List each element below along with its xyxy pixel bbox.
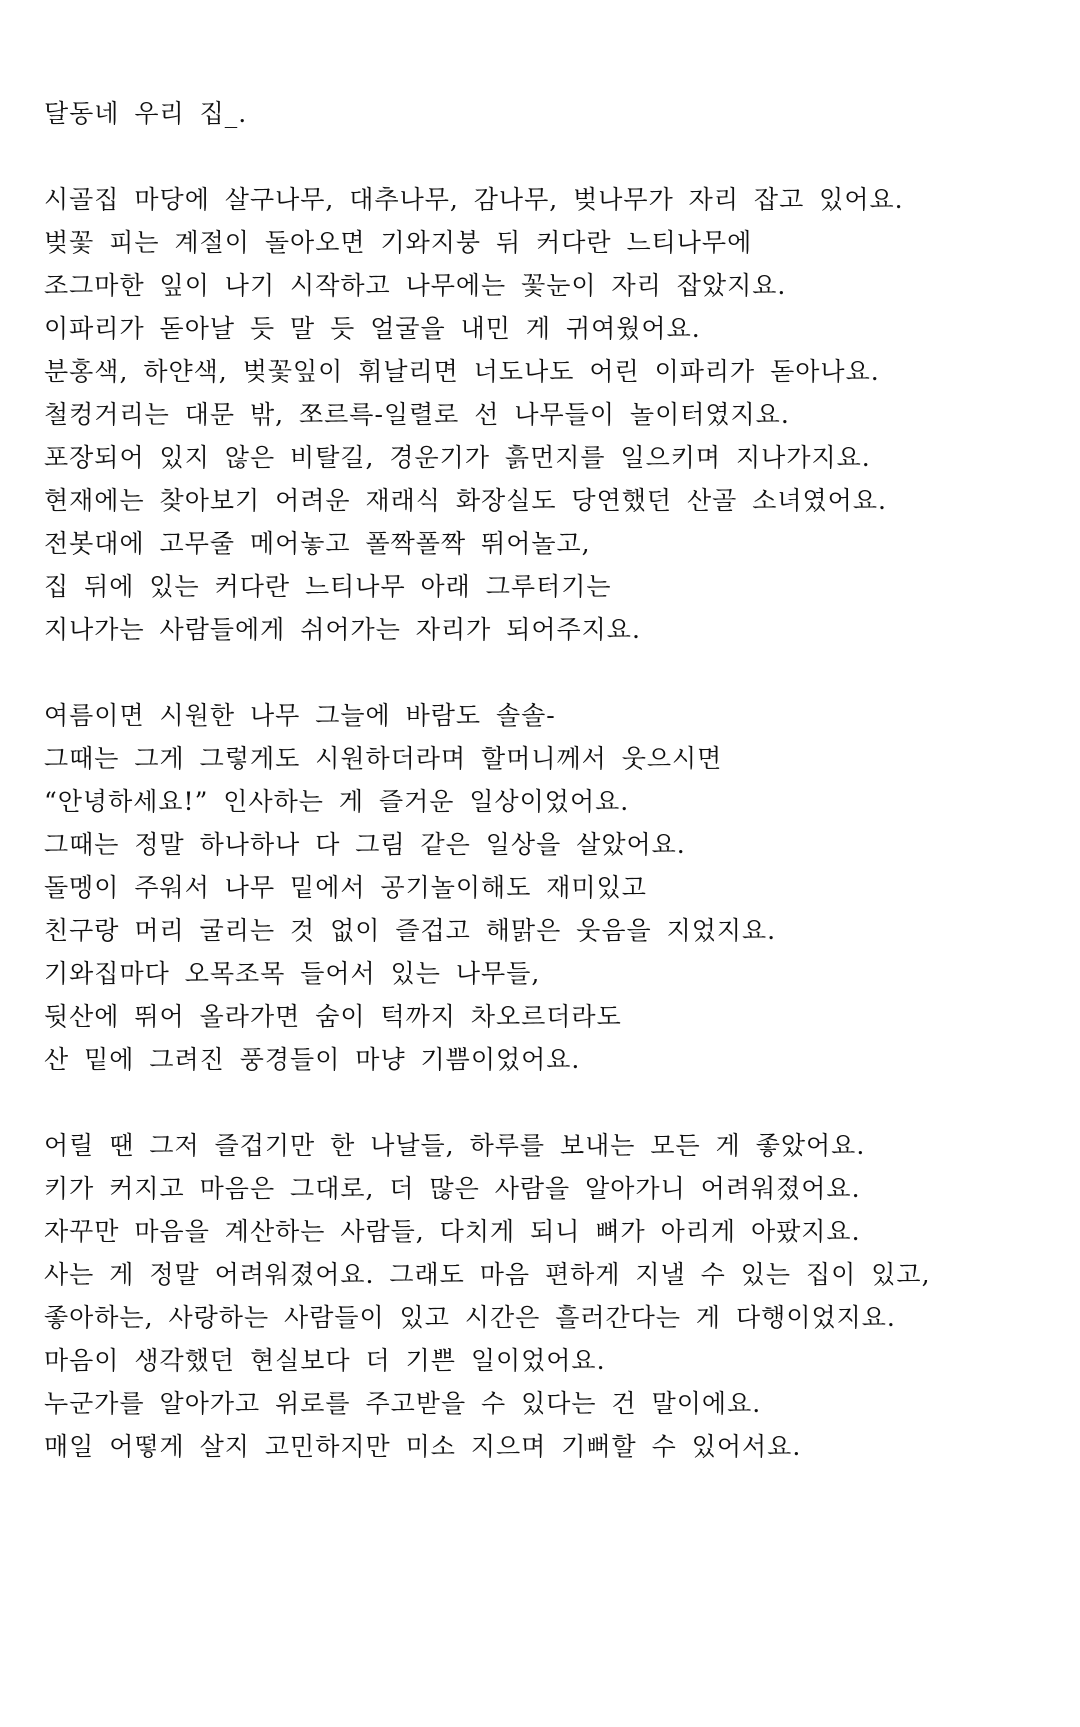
text-line: 분홍색, 하얀색, 벚꽃잎이 휘날리면 너도나도 어린 이파리가 돋아나요.	[44, 357, 880, 386]
text-line: 그때는 그게 그렇게도 시원하더라며 할머니께서 웃으시면	[44, 744, 723, 773]
text-line: 자꾸만 마음을 계산하는 사람들, 다치게 되니 뼈가 아리게 아팠지요.	[44, 1217, 861, 1246]
text-line: 누군가를 알아가고 위로를 주고받을 수 있다는 건 말이에요.	[44, 1389, 762, 1418]
text-line: 집 뒤에 있는 커다란 느티나무 아래 그루터기는	[44, 572, 612, 601]
text-line: 돌멩이 주워서 나무 밑에서 공기놀이해도 재미있고	[44, 873, 647, 902]
text-line: 전봇대에 고무줄 메어놓고 폴짝폴짝 뛰어놀고,	[44, 529, 591, 558]
document-title: 달동네 우리 집_.	[44, 99, 248, 128]
text-line: 현재에는 찾아보기 어려운 재래식 화장실도 당연했던 산골 소녀였어요.	[44, 486, 887, 515]
text-line: “안녕하세요!” 인사하는 게 즐거운 일상이었어요.	[44, 787, 630, 816]
text-line: 기와집마다 오목조목 들어서 있는 나무들,	[44, 959, 541, 988]
document-page	[44, 92, 1044, 1511]
text-line: 그때는 정말 하나하나 다 그림 같은 일상을 살았어요.	[44, 830, 686, 859]
text-line: 시골집 마당에 살구나무, 대추나무, 감나무, 벚나무가 자리 잡고 있어요.	[44, 185, 904, 214]
stanza-3	[44, 1124, 1044, 1468]
text-line: 키가 커지고 마음은 그대로, 더 많은 사람을 알아가니 어려워졌어요.	[44, 1174, 861, 1203]
text-line: 사는 게 정말 어려워졌어요. 그래도 마음 편하게 지낼 수 있는 집이 있고,	[44, 1260, 931, 1289]
text-line: 벚꽃 피는 계절이 돌아오면 기와지붕 뒤 커다란 느티나무에	[44, 228, 753, 257]
stanza-1	[44, 178, 1044, 651]
text-line: 마음이 생각했던 현실보다 더 기쁜 일이었어요.	[44, 1346, 606, 1375]
stanza-2	[44, 694, 1044, 1081]
text-line: 조그마한 잎이 나기 시작하고 나무에는 꽃눈이 자리 잡았지요.	[44, 271, 787, 300]
text-line: 이파리가 돋아날 듯 말 듯 얼굴을 내민 게 귀여웠어요.	[44, 314, 701, 343]
text-line: 지나가는 사람들에게 쉬어가는 자리가 되어주지요.	[44, 615, 641, 644]
text-line: 친구랑 머리 굴리는 것 없이 즐겁고 해맑은 웃음을 지었지요.	[44, 916, 777, 945]
text-line: 뒷산에 뛰어 올라가면 숨이 턱까지 차오르더라도	[44, 1002, 622, 1031]
text-line: 매일 어떻게 살지 고민하지만 미소 지으며 기뻐할 수 있어서요.	[44, 1432, 802, 1461]
text-line: 좋아하는, 사랑하는 사람들이 있고 시간은 흘러간다는 게 다행이었지요.	[44, 1303, 896, 1332]
text-line: 포장되어 있지 않은 비탈길, 경운기가 흙먼지를 일으키며 지나가지요.	[44, 443, 871, 472]
text-line: 철컹거리는 대문 밖, 쪼르륵-일렬로 선 나무들이 놀이터였지요.	[44, 400, 790, 429]
text-line: 어릴 땐 그저 즐겁기만 한 나날들, 하루를 보내는 모든 게 좋았어요.	[44, 1131, 866, 1160]
text-line: 산 밑에 그려진 풍경들이 마냥 기쁨이었어요.	[44, 1045, 581, 1074]
text-line: 여름이면 시원한 나무 그늘에 바람도 솔솔-	[44, 701, 556, 730]
